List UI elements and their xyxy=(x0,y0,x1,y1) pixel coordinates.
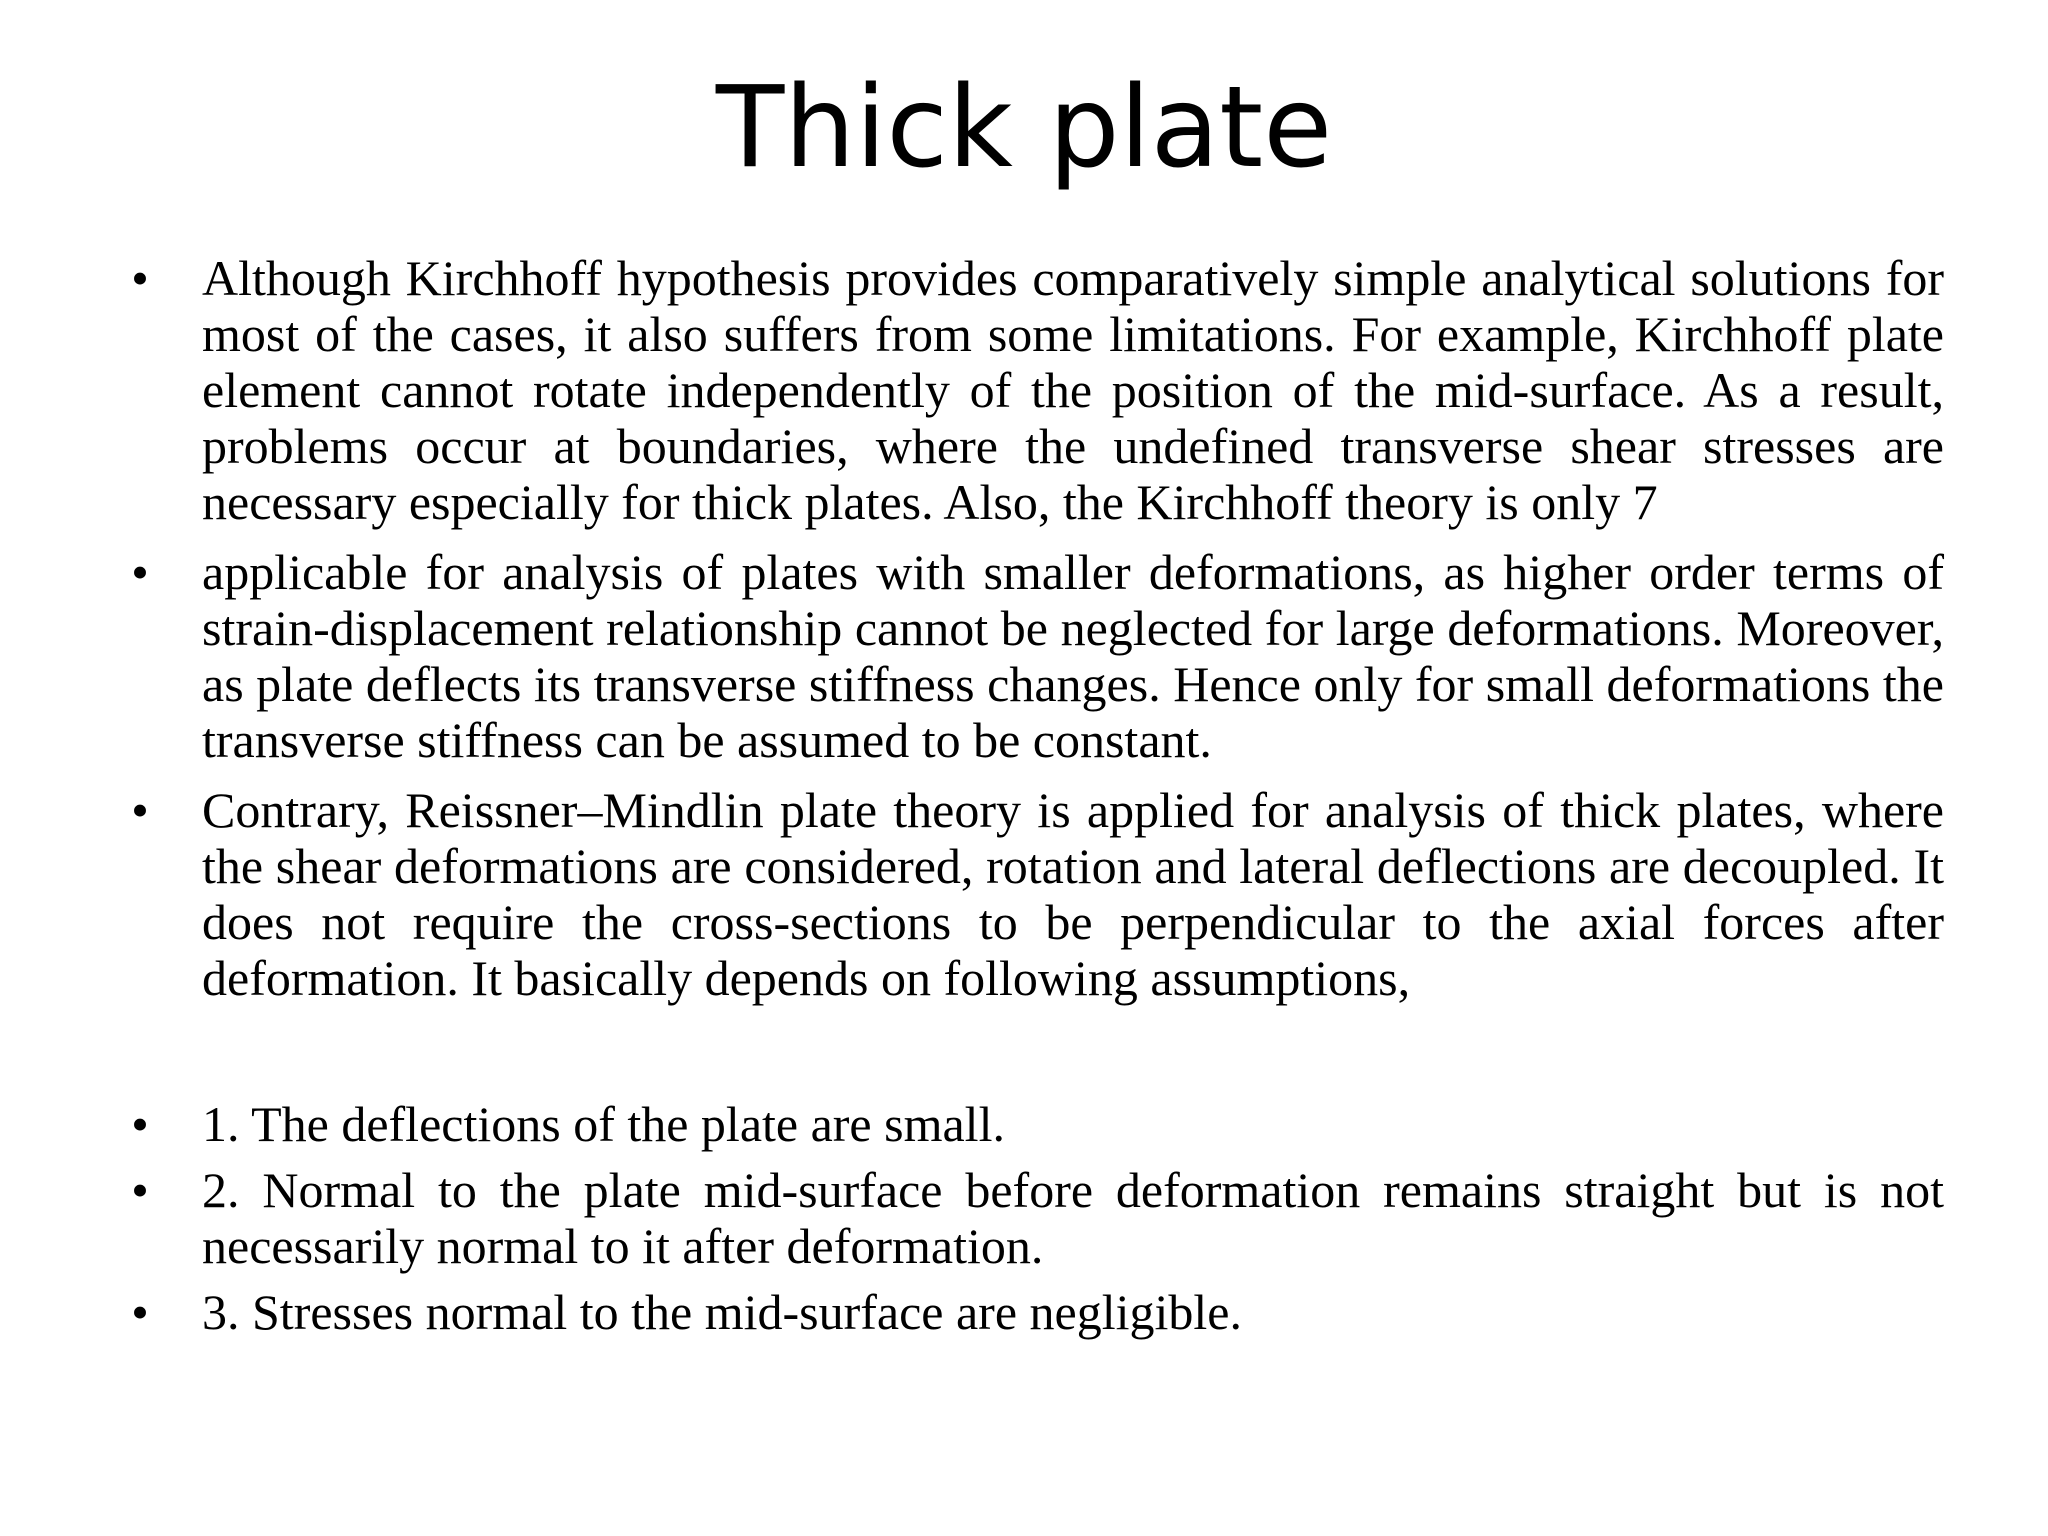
bullet-item xyxy=(120,1096,1944,1152)
bullet-text: 3. Stresses normal to the mid-surface are negligible. xyxy=(202,1284,1242,1340)
bullet-text: Although Kirchhoff hypothesis provides comparatively simple analytical solutions for most of the cases, it also suffers from some limitations. For example, Kirchhoff plate element cannot rotate independently of the position of the mid-surface. As a result, problems occur at boundaries, where the undefined transverse shear stresses are necessary especially for thick plates. Also, the Kirchhoff theory is only 7 xyxy=(202,250,1944,530)
bullet-item xyxy=(120,1284,1944,1340)
bullet-dot-icon: • xyxy=(131,250,149,306)
slide-title: Thick plate xyxy=(715,63,1333,193)
bullet-item xyxy=(120,782,1944,1006)
bullet-item xyxy=(120,250,1944,530)
bullet-dot-icon: • xyxy=(131,1284,149,1340)
bullet-item xyxy=(120,1162,1944,1274)
bullet-dot-icon: • xyxy=(131,1096,149,1152)
bullet-dot-icon: • xyxy=(131,544,149,600)
bullet-dot-icon: • xyxy=(131,782,149,838)
bullet-item xyxy=(120,544,1944,768)
bullet-text: 2. Normal to the plate mid-surface before deformation remains straight but is not necessarily normal to it after deformation. xyxy=(202,1162,1944,1274)
bullet-text: applicable for analysis of plates with smaller deformations, as higher order terms of strain-displacement relationship cannot be neglected for large deformations. Moreover, as plate deflects its transverse stiffness changes. Hence only for small deformations the transverse stiffness can be assumed to be constant. xyxy=(202,544,1944,768)
bullet-list xyxy=(120,250,1944,1340)
bullet-dot-icon: • xyxy=(131,1162,149,1218)
bullet-text: 1. The deflections of the plate are small. xyxy=(202,1096,1005,1152)
bullet-text: Contrary, Reissner–Mindlin plate theory is applied for analysis of thick plates, where the shear deformations are considered, rotation and lateral deflections are decoupled. It does not require the cross-sections to be perpendicular to the axial forces after deformation. It basically depends on following assumptions, xyxy=(202,782,1944,1006)
